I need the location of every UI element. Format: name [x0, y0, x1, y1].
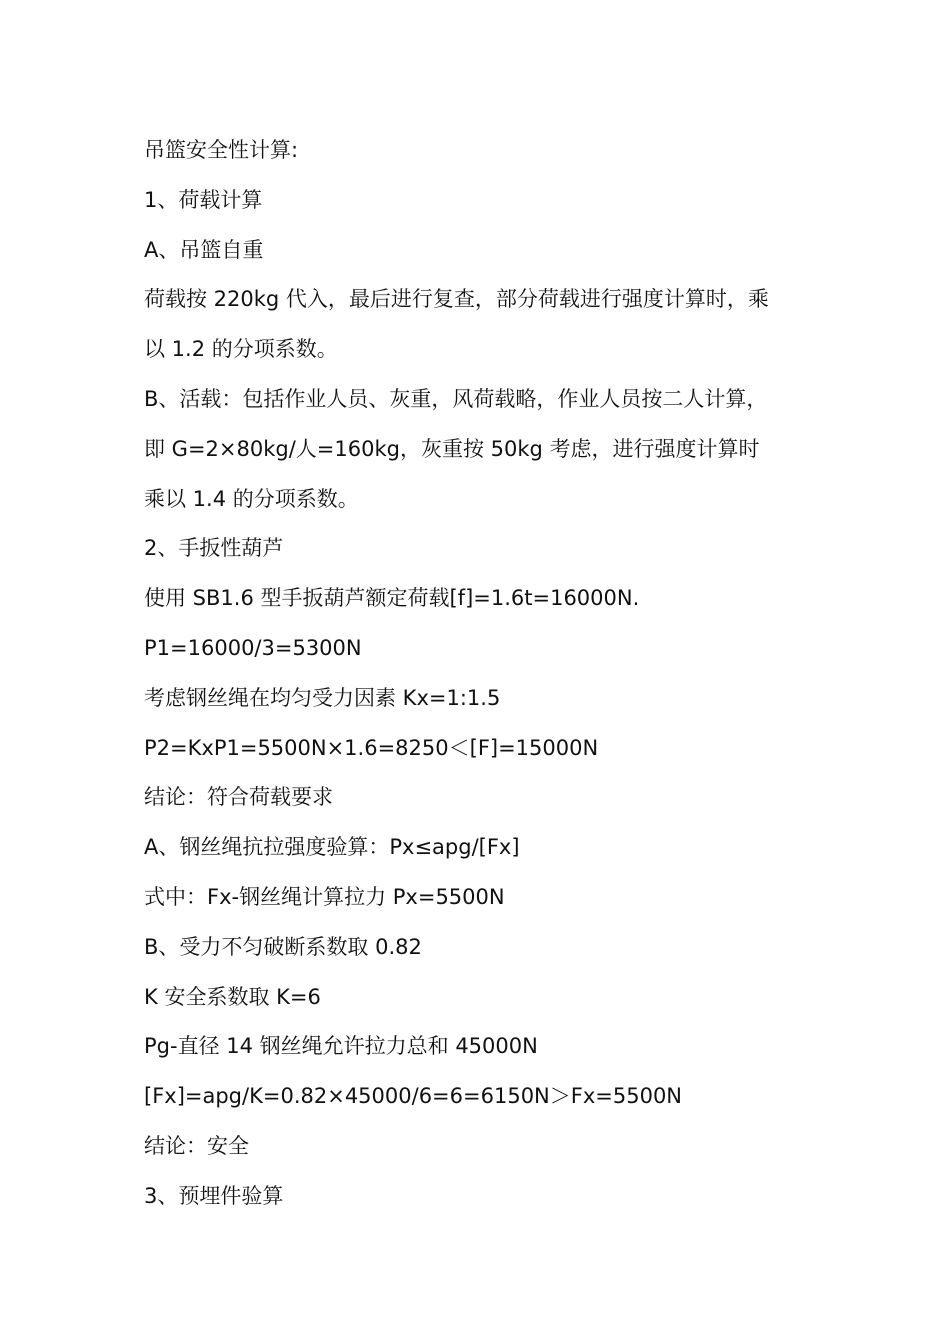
conclusion-line: 结论：符合荷载要求	[144, 785, 333, 810]
paragraph-line: B、活载：包括作业人员、灰重，风荷载略，作业人员按二人计算，	[144, 386, 768, 411]
paragraph-line: 以 1.2 的分项系数。	[144, 337, 338, 362]
section-heading-load-calculation: 1、荷载计算	[144, 187, 263, 212]
paragraph-line: K 安全系数取 K=6	[144, 984, 321, 1009]
conclusion-line: 结论：安全	[144, 1133, 249, 1158]
paragraph-line: 荷载按 220kg 代入，最后进行复查，部分荷载进行强度计算时，乘	[144, 287, 769, 312]
subsection-heading-tensile-check: A、钢丝绳抗拉强度验算：Px≤apg/[Fx]	[144, 835, 520, 860]
paragraph-line: 式中：Fx-钢丝绳计算拉力 Px=5500N	[144, 884, 505, 909]
paragraph-line: 乘以 1.4 的分项系数。	[144, 486, 359, 511]
paragraph-line: B、受力不匀破断系数取 0.82	[144, 934, 422, 959]
formula-line: [Fx]=apg/K=0.82×45000/6=6=6150N＞Fx=5500N	[144, 1084, 683, 1109]
paragraph-line: 使用 SB1.6 型手扳葫芦额定荷载[f]=1.6t=16000N.	[144, 586, 640, 611]
paragraph-line: Pg-直径 14 钢丝绳允许拉力总和 45000N	[144, 1034, 538, 1059]
document-body	[144, 126, 834, 1222]
formula-line: P2=KxP1=5500N×1.6=8250＜[F]=15000N	[144, 735, 599, 760]
section-heading-embedded-part-check: 3、预埋件验算	[144, 1183, 284, 1208]
paragraph-line: 考虑钢丝绳在均匀受力因素 Kx=1:1.5	[144, 685, 501, 710]
section-heading-hand-hoist: 2、手扳性葫芦	[144, 536, 284, 561]
paragraph-line: 即 G=2×80kg/人=160kg，灰重按 50kg 考虑，进行强度计算时	[144, 436, 760, 461]
document-title: 吊篮安全性计算:	[144, 138, 299, 162]
subsection-heading-self-weight: A、吊篮自重	[144, 237, 264, 262]
formula-line: P1=16000/3=5300N	[144, 635, 362, 660]
